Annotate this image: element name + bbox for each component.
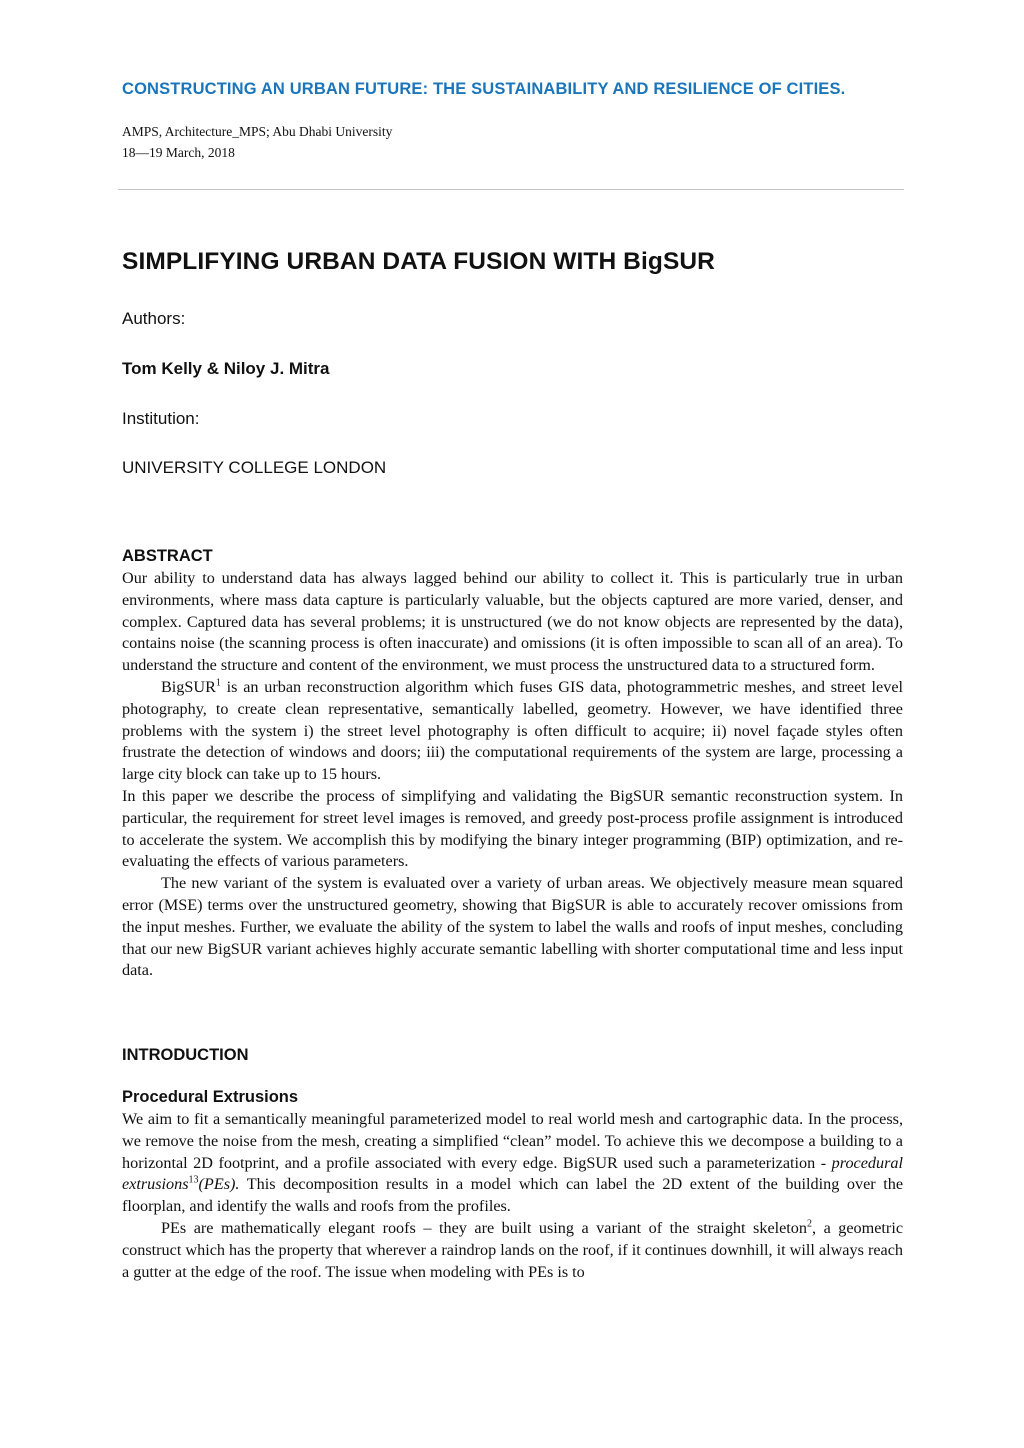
introduction-body bbox=[122, 1109, 903, 1283]
conference-title: CONSTRUCTING AN URBAN FUTURE: THE SUSTAINABILITY AND RESILIENCE OF CITIES. bbox=[122, 80, 846, 98]
reference-13: 13 bbox=[188, 1175, 199, 1186]
introduction-paragraph-1-tail: This decomposition results in a model which can label the 2D extent of the building over the floorplan, and identify the walls and roofs from the profiles. bbox=[122, 1175, 903, 1216]
abstract-paragraph-1: Our ability to understand data has always lagged behind our ability to collect it. This is particularly true in urban environments, where mass data capture is particularly valuable, but the objects captured are more varied, denser, and complex. Captured data has several problems; it is unstructured (we do not know objects are represented by the data), contains noise (the scanning process is often inaccurate) and omissions (it is often impossible to scan all of an area). To understand the structure and content of the environment, we must process the unstructured data to a structured form. bbox=[122, 569, 903, 675]
header-divider bbox=[118, 189, 904, 190]
abstract-paragraph-3: In this paper we describe the process of simplifying and validating the BigSUR semantic reconstruction system. In particular, the requirement for street level images is removed, and greedy post-process profile assignment is introduced to accelerate the system. We accomplish this by modifying the binary integer programming (BIP) optimization, and re-evaluating the effects of various parameters. bbox=[122, 786, 903, 871]
introduction-paragraph-2 bbox=[122, 1218, 903, 1283]
authors: Tom Kelly & Niloy J. Mitra bbox=[122, 359, 330, 378]
procedural-extrusions-term: procedural extrusions bbox=[122, 1153, 903, 1194]
authors-label: Authors: bbox=[122, 309, 186, 328]
abstract-paragraph-2 bbox=[122, 677, 903, 786]
bigsur-term: BigSUR bbox=[161, 677, 216, 696]
paper-title: SIMPLIFYING URBAN DATA FUSION WITH BigSUR bbox=[122, 248, 715, 275]
procedural-extrusions-heading: Procedural Extrusions bbox=[122, 1088, 299, 1106]
conference-dates: 18—19 March, 2018 bbox=[122, 145, 235, 160]
conference-organizer: AMPS, Architecture_MPS; Abu Dhabi University bbox=[122, 124, 393, 139]
pes-abbreviation: (PEs). bbox=[198, 1175, 240, 1194]
introduction-heading: INTRODUCTION bbox=[122, 1046, 249, 1064]
introduction-paragraph-1 bbox=[122, 1109, 903, 1218]
introduction-paragraph-1-text: We aim to fit a semantically meaningful parameterized model to real world mesh and cartographic data. In the process, we remove the noise from the mesh, creating a simplified “clean” model. To achieve this we decompose a building to a horizontal 2D footprint, and a profile associated with every edge. BigSUR used such a parameterization - bbox=[122, 1110, 903, 1172]
reference-1: 1 bbox=[215, 677, 221, 689]
abstract-heading: ABSTRACT bbox=[122, 547, 213, 565]
reference-2: 2 bbox=[807, 1218, 812, 1230]
abstract-paragraph-2-text: is an urban reconstruction algorithm which fuses GIS data, photogrammetric meshes, and street level photography, to create clean representative, semantically labelled, geometry. However, we have identified three problems with the system i) the street level photography is often difficult to acquire; ii) novel façade styles often frustrate the detection of windows and doors; iii) the computational requirements of the system are large, processing a large city block can take up to 15 hours. bbox=[122, 677, 903, 784]
abstract-paragraph-4: The new variant of the system is evaluated over a variety of urban areas. We objectively measure mean squared error (MSE) terms over the unstructured geometry, showing that BigSUR is able to accurately recover omissions from the input meshes. Further, we evaluate the ability of the system to label the walls and roofs of input meshes, concluding that our new BigSUR variant achieves highly accurate semantic labelling with shorter computational time and less input data. bbox=[122, 874, 903, 980]
institution-label: Institution: bbox=[122, 409, 200, 428]
abstract-body bbox=[122, 568, 903, 982]
introduction-paragraph-2-tail: , a geometric construct which has the property that wherever a raindrop lands on the roof, if it continues downhill, it will always reach a gutter at the edge of the roof. The issue when modeling with PEs is to bbox=[122, 1218, 904, 1281]
institution: UNIVERSITY COLLEGE LONDON bbox=[122, 458, 387, 477]
introduction-paragraph-2-text: PEs are mathematically elegant roofs – they are built using a variant of the straight skeleton bbox=[161, 1218, 807, 1237]
